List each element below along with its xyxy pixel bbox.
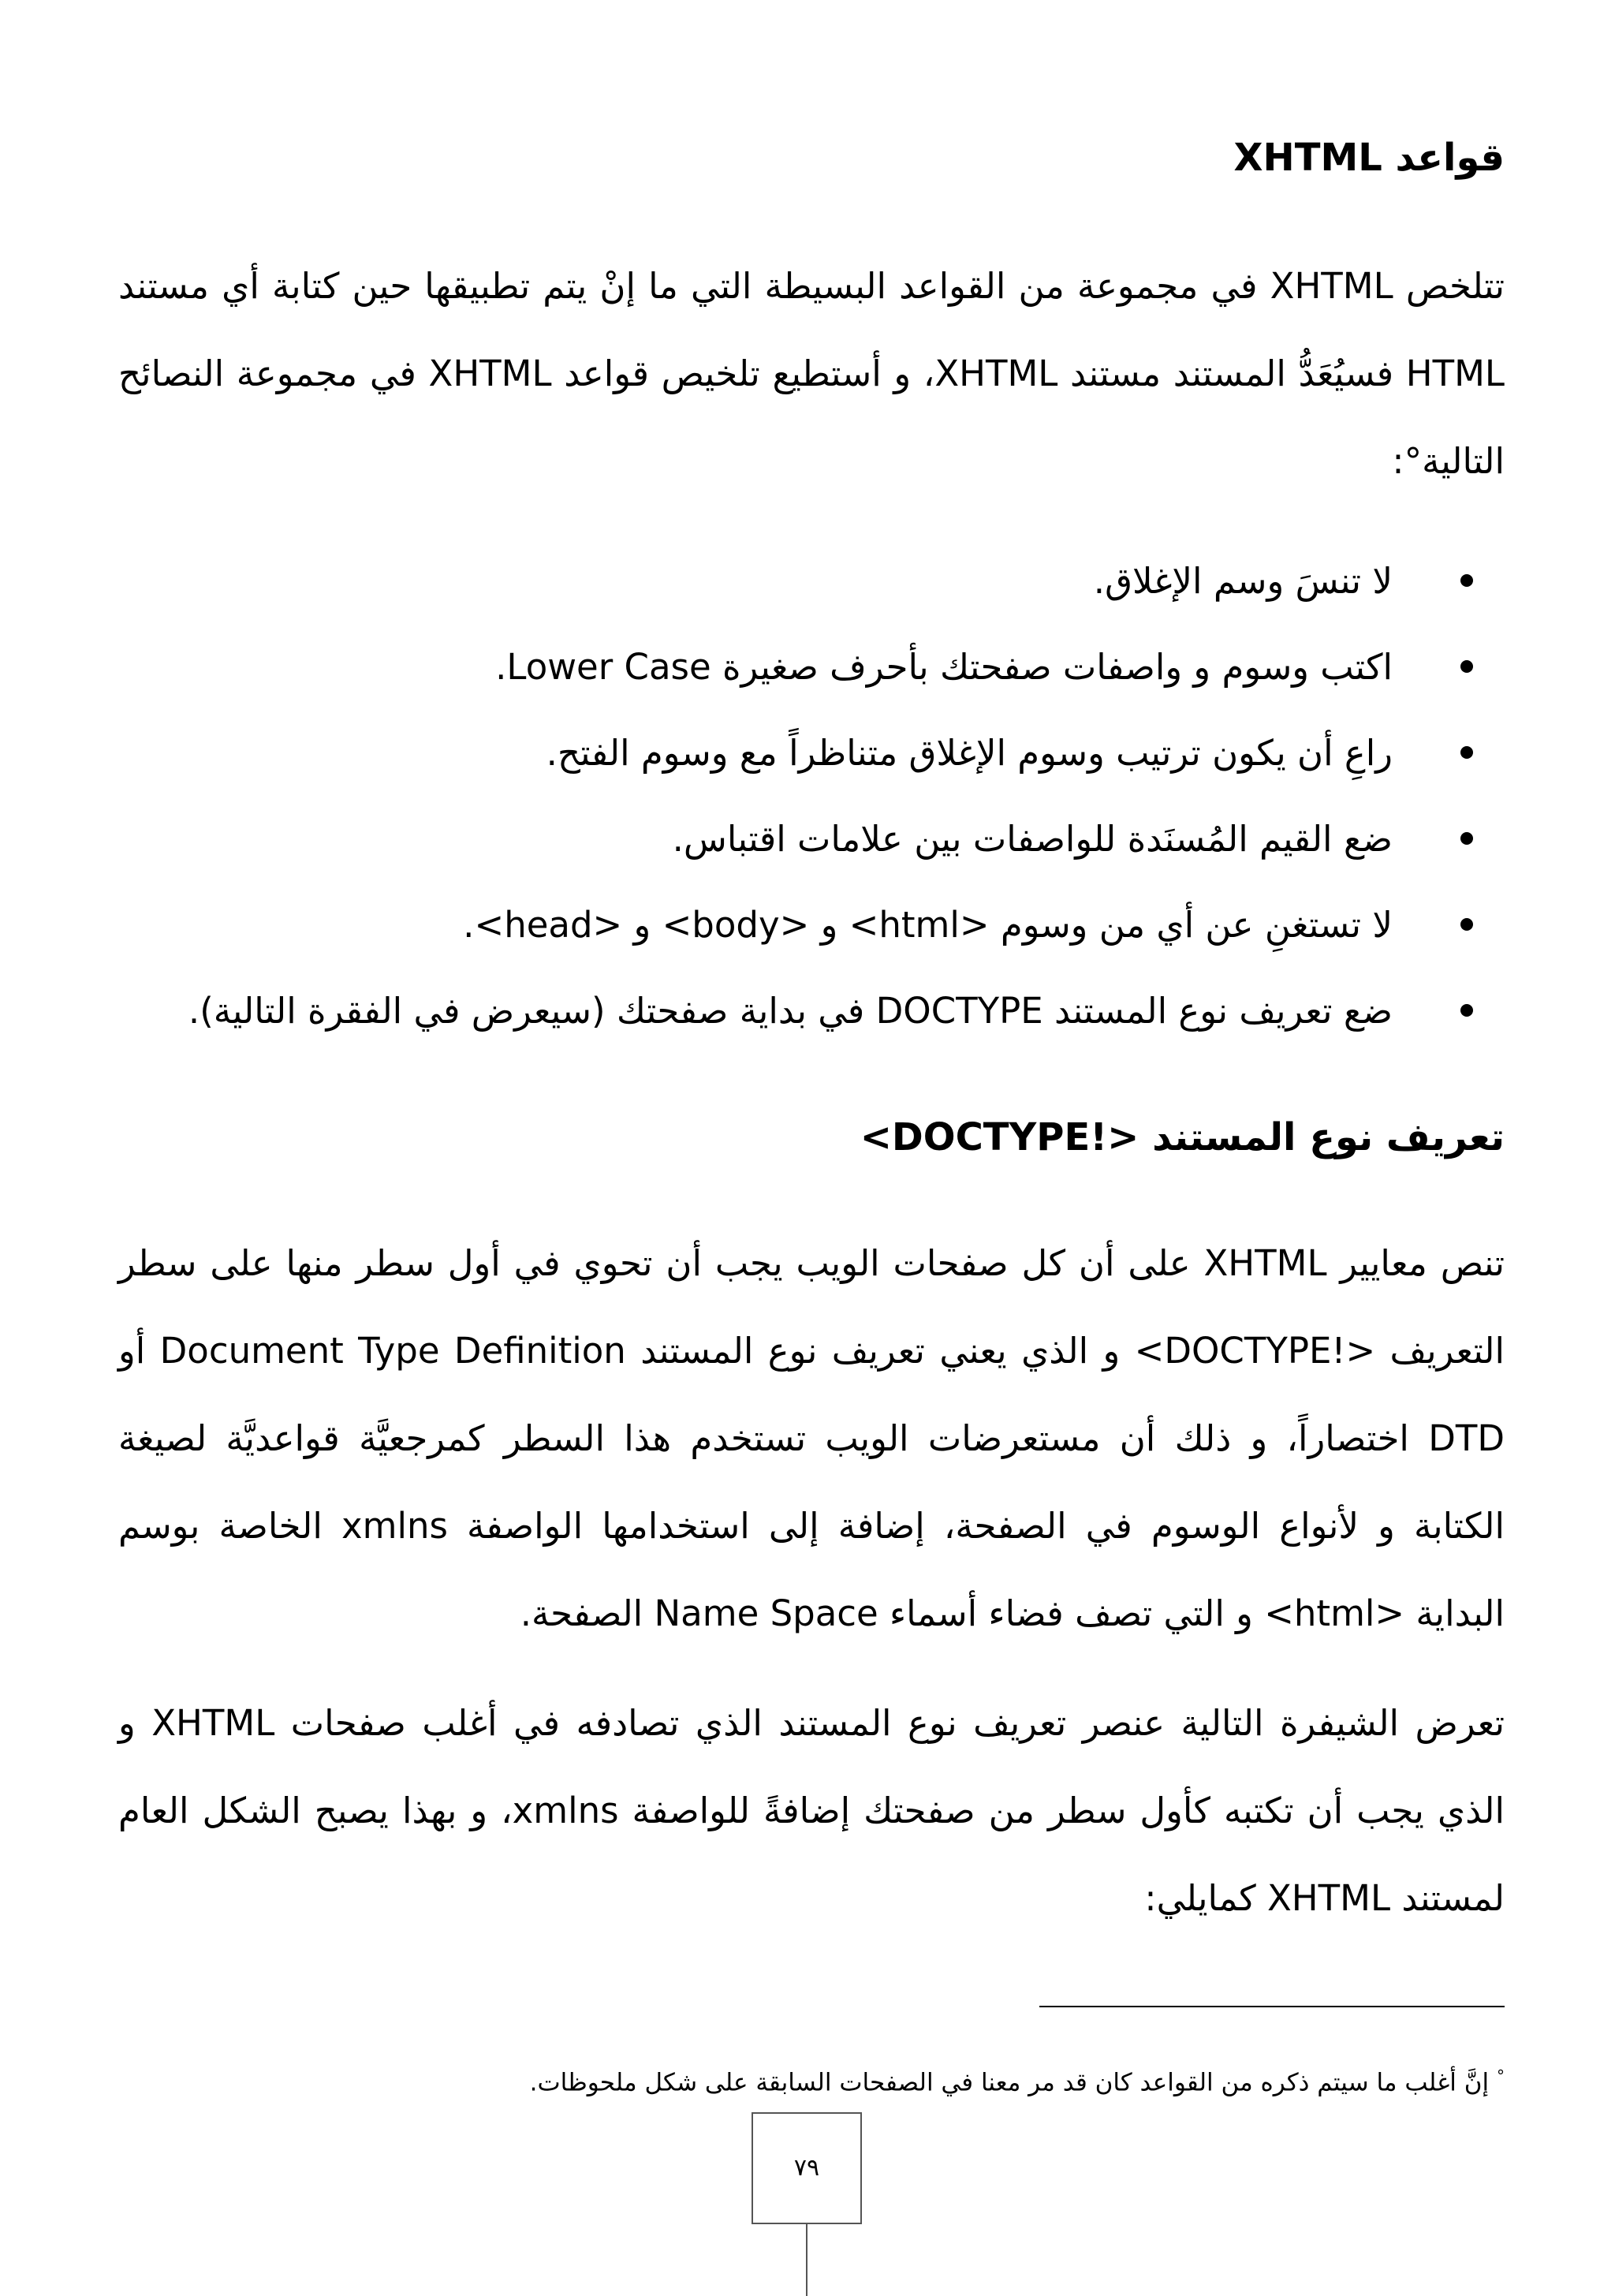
list-item (118, 710, 1505, 796)
rule-text: ضع تعريف نوع المستند DOCTYPE في بداية صفحتك (سيعرض في الفقرة التالية). (188, 990, 1393, 1032)
rule-text: اكتب وسوم و واصفات صفحتك بأحرف صغيرة Lower Case. (495, 646, 1393, 688)
list-item (118, 796, 1505, 882)
footnote-marker: ° (1497, 2066, 1505, 2085)
intro-paragraph: تتلخص XHTML في مجموعة من القواعد البسيطة التي ما إنْ يتم تطبيقها حين كتابة أي مستند HTML فسيُعَدُّ المستند مستند XHTML، و أستطيع تلخيص قواعد XHTML في مجموعة النصائح التالية°: (118, 265, 1505, 482)
list-item (118, 624, 1505, 710)
rule-text: لا تنسَ وسم الإغلاق. (1093, 560, 1393, 602)
rules-list (118, 538, 1505, 1054)
bullet-icon (1460, 918, 1473, 931)
doctype-paragraph: تنص معايير XHTML على أن كل صفحات الويب يجب أن تحوي في أول سطر منها على سطر التعريف <!DOCTYPE> و الذي يعني تعريف نوع المستند Document Type Definition أو DTD اختصاراً، و ذلك أن مستعرضات الويب تستخدم هذا السطر كمرجعيَّة قواعديَّة لصيغة الكتابة و لأنواع الوسوم في الصفحة، إضافة إلى استخدامها الواصفة xmlns الخاصة بوسم البداية <html> و التي تصف فضاء أسماء Name Space الصفحة. (118, 1242, 1505, 1634)
section-heading-doctype: تعريف نوع المستند <!DOCTYPE> (860, 1115, 1505, 1159)
page-number-connector-line (806, 2224, 808, 2296)
rule-text: ضع القيم المُسنَدة للواصفات بين علامات اقتباس. (672, 818, 1393, 860)
list-item (118, 968, 1505, 1054)
section-heading-xhtml-rules: قواعد XHTML (1233, 136, 1505, 180)
bullet-icon (1460, 746, 1473, 759)
footnote (530, 2057, 1505, 2101)
list-item (118, 882, 1505, 968)
code-intro-paragraph: تعرض الشيفرة التالية عنصر تعريف نوع المستند الذي تصادفه في أغلب صفحات XHTML و الذي يجب أن تكتبه كأول سطر من صفحتك إضافةً للواصفة xmlns، و بهذا يصبح الشكل العام لمستند XHTML كمايلي: (118, 1702, 1505, 1919)
document-page (118, 0, 1505, 2296)
footnote-divider (1039, 2006, 1505, 2007)
page-number: ٧٩ (752, 2112, 862, 2224)
bullet-icon (1460, 832, 1473, 845)
bullet-icon (1460, 1004, 1473, 1017)
rule-text: راعِ أن يكون ترتيب وسوم الإغلاق متناظراً مع وسوم الفتح. (546, 732, 1393, 774)
bullet-icon (1460, 660, 1473, 673)
list-item (118, 538, 1505, 624)
footnote-text: إنَّ أغلب ما سيتم ذكره من القواعد كان قد مر معنا في الصفحات السابقة على شكل ملحوظات. (529, 2068, 1490, 2097)
bullet-icon (1460, 574, 1473, 587)
rule-text: لا تستغنِ عن أي من وسوم <html> و <body> و <head>. (463, 904, 1393, 946)
